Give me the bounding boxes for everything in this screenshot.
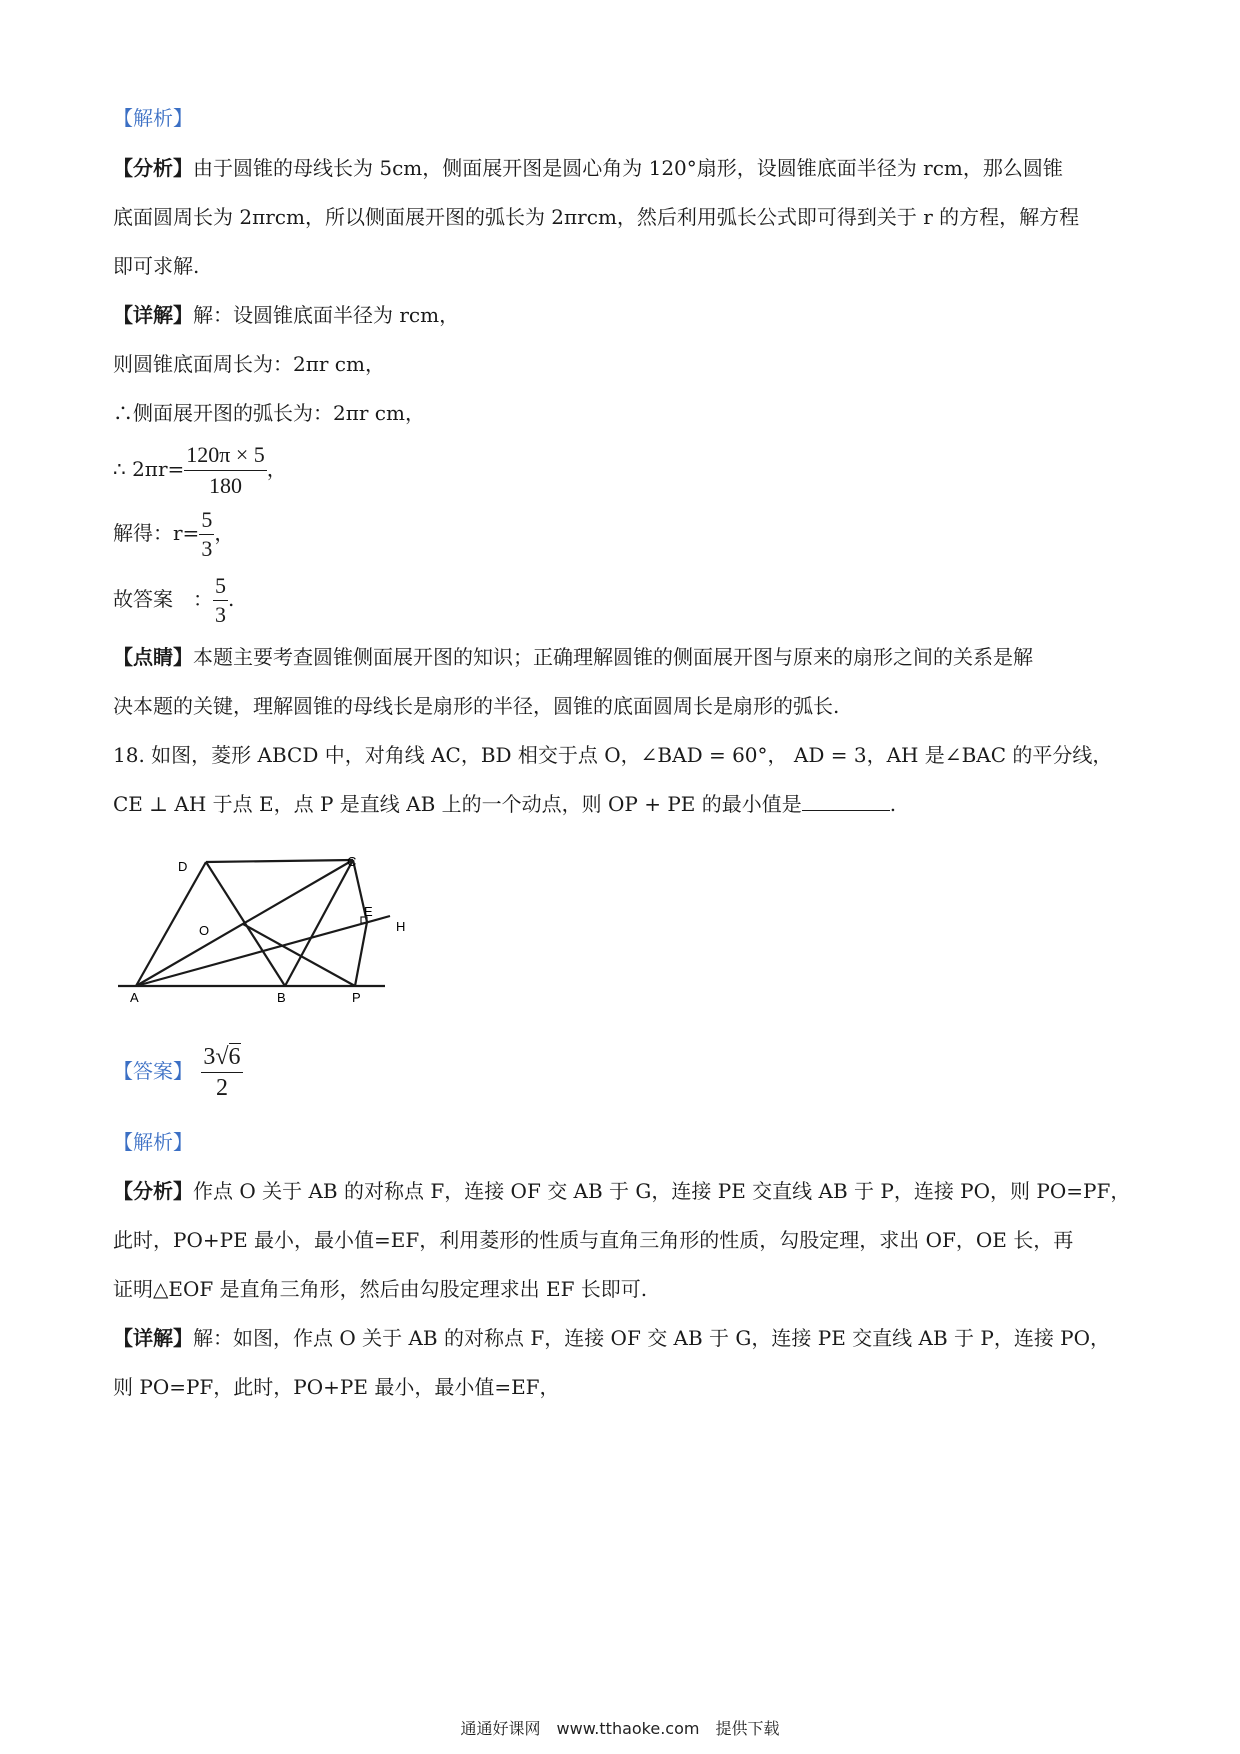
page-footer: 通通好课网 www.tthaoke.com 提供下载: [460, 1719, 780, 1738]
step-3: ∴侧面展开图的弧长为：2πr cm，: [113, 401, 425, 425]
answer-denominator: 2: [201, 1072, 242, 1103]
label-p: P: [352, 990, 361, 1005]
answer-coefficient: 3: [203, 1044, 216, 1070]
step-6-numerator: 5: [213, 572, 228, 601]
answer-line: [113, 1042, 243, 1103]
step-6-suffix: .: [228, 587, 235, 611]
step-5-fraction: [199, 506, 214, 563]
question-18-line-1: 18. 如图，菱形 ABCD 中，对角线 AC，BD 相交于点 O，∠BAD = 60°， AD = 3，AH 是∠BAC 的平分线，: [113, 743, 1113, 767]
step-6-prefix: 故答案 ：: [113, 587, 213, 611]
dianjing-line-1: [113, 643, 1033, 671]
xiangjie-line-1: [113, 301, 459, 329]
answer-fraction: [201, 1042, 242, 1103]
step-5-prefix: 解得：r=: [113, 521, 200, 545]
xiangjie-text-1: 解：设圆锥底面半径为 rcm，: [193, 303, 460, 327]
side-dc: [206, 860, 353, 862]
step-4-prefix: ∴ 2πr=: [113, 457, 185, 481]
label-c: C: [347, 854, 357, 869]
sqrt-sign: √: [215, 1044, 229, 1070]
fenxi2-line-3: 证明△EOF 是直角三角形，然后由勾股定理求出 EF 长即可.: [113, 1277, 648, 1301]
jiexi-tag-2: 【解析】: [113, 1130, 193, 1154]
answer-tag: 【答案】: [113, 1059, 193, 1083]
label-h: H: [396, 919, 406, 934]
xiangjie-tag: 【详解】: [113, 303, 193, 327]
answer-radicand: 6: [228, 1044, 241, 1070]
xiangjie2-line-2: 则 PO=PF，此时，PO+PE 最小，最小值=EF，: [113, 1375, 560, 1399]
fenxi2-tag: 【分析】: [113, 1179, 193, 1203]
dianjing-line-2: 决本题的关键，理解圆锥的母线长是扇形的半径，圆锥的底面圆周长是扇形的弧长.: [113, 694, 840, 718]
fenxi-line-3: 即可求解.: [113, 254, 200, 278]
xiangjie2-line-1: [113, 1324, 1110, 1352]
step-4-suffix: ，: [266, 457, 287, 481]
step-6: [113, 572, 234, 629]
fenxi2-text-1: 作点 O 关于 AB 的对称点 F，连接 OF 交 AB 于 G，连接 PE 交直线 AB 于 P，连接 PO，则 PO=PF，: [193, 1179, 1131, 1203]
step-6-denominator: 3: [215, 602, 226, 627]
step-6-fraction: [213, 572, 228, 629]
answer-blank: [802, 792, 890, 811]
step-5-numerator: 5: [199, 506, 214, 535]
segment-op: [243, 924, 355, 986]
question-18-text: CE ⊥ AH 于点 E，点 P 是直线 AB 上的一个动点，则 OP + PE 的最小值是: [113, 792, 802, 816]
label-e: E: [364, 904, 373, 919]
step-4-denominator: 180: [209, 473, 243, 498]
step-5-suffix: ，: [214, 521, 235, 545]
step-2: 则圆锥底面周长为：2πr cm，: [113, 352, 385, 376]
question-18-line-2: [113, 790, 896, 818]
fenxi2-line-1: [113, 1177, 1130, 1205]
segment-pe: [355, 922, 367, 986]
step-5: [113, 506, 234, 563]
fenxi-line-1: [113, 154, 1063, 182]
step-4-fraction: [184, 440, 267, 501]
fenxi-tag: 【分析】: [113, 156, 193, 180]
rhombus-figure: [113, 840, 413, 1010]
dianjing-tag: 【点睛】: [113, 645, 193, 669]
question-18-period: .: [889, 792, 897, 816]
answer-numerator: [201, 1042, 242, 1072]
fenxi-line-2: 底面圆周长为 2πrcm，所以侧面展开图的弧长为 2πrcm，然后利用弧长公式即可得到关于 r 的方程，解方程: [113, 205, 1080, 229]
jiexi-tag-1: 【解析】: [113, 106, 193, 130]
figure-lines: [118, 860, 390, 986]
label-o: O: [199, 923, 210, 938]
diagonal-bd: [206, 862, 285, 986]
side-ad: [136, 862, 206, 986]
bisector-ah: [136, 916, 390, 986]
step-4-numerator: 120π × 5: [184, 440, 267, 471]
fenxi-text-1: 由于圆锥的母线长为 5cm，侧面展开图是圆心角为 120°扇形，设圆锥底面半径为 rcm，那么圆锥: [193, 156, 1063, 180]
label-d: D: [178, 859, 188, 874]
fenxi2-line-2: 此时，PO+PE 最小，最小值=EF，利用菱形的性质与直角三角形的性质，勾股定理，求出 OF，OE 长，再: [113, 1228, 1074, 1252]
label-a: A: [130, 990, 139, 1005]
step-5-denominator: 3: [201, 536, 213, 561]
label-b: B: [277, 990, 286, 1005]
step-4: [113, 440, 287, 501]
xiangjie2-tag: 【详解】: [113, 1326, 193, 1350]
xiangjie2-text-1: 解：如图，作点 O 关于 AB 的对称点 F，连接 OF 交 AB 于 G，连接 PE 交直线 AB 于 P，连接 PO，: [193, 1326, 1111, 1350]
dianjing-text-1: 本题主要考查圆锥侧面展开图的知识；正确理解圆锥的侧面展开图与原来的扇形之间的关系是解: [193, 645, 1033, 669]
